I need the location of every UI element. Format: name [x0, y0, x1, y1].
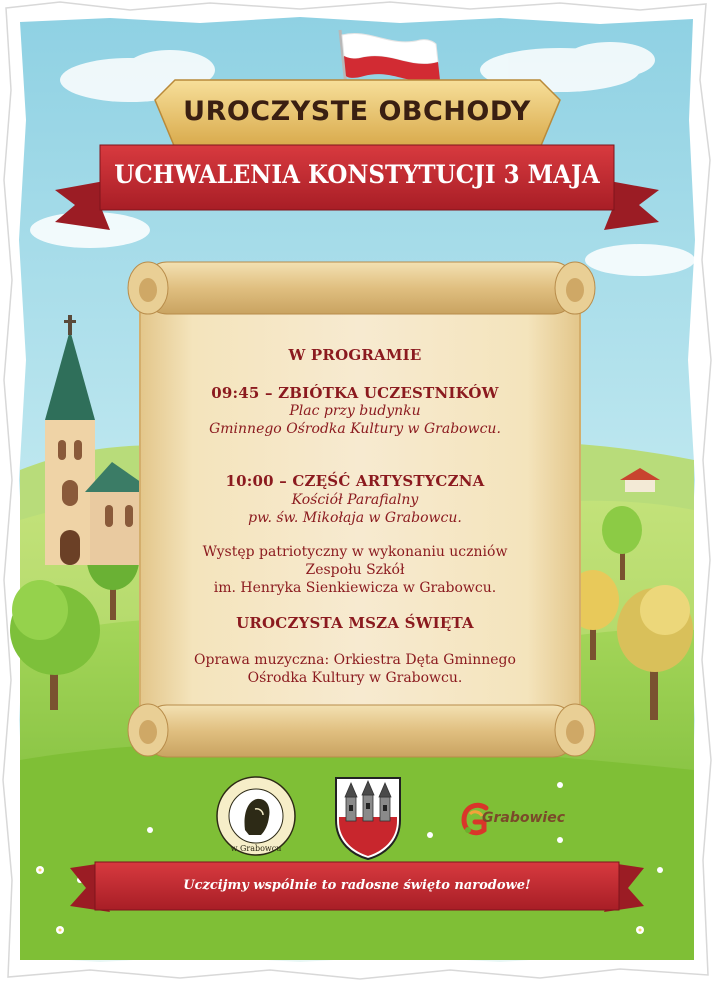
- gmina-logo-text: Grabowiec: [482, 810, 566, 826]
- coat-of-arms-icon: [333, 775, 403, 861]
- gmina-logo: [460, 800, 580, 840]
- school-logo-caption: w Grabowcu: [230, 844, 282, 853]
- program-mass-title: UROCZYSTA MSZA ŚWIĘTA: [236, 614, 474, 632]
- program-perf-line1: Występ patriotyczny w wykonaniu uczniów: [202, 544, 508, 560]
- program-item1-title: 09:45 – ZBIÓTKA UCZESTNIKÓW: [211, 384, 499, 402]
- program-music-line1: Oprawa muzyczna: Orkiestra Dęta Gminnego: [194, 652, 516, 668]
- program-item1-line1: Plac przy budynku: [289, 403, 421, 419]
- program-heading: W PROGRAMIE: [288, 346, 422, 364]
- main-title: UCHWALENIA KONSTYTUCJI 3 MAJA: [114, 160, 600, 189]
- program-perf-line3: im. Henryka Sienkiewicza w Grabowcu.: [213, 580, 497, 596]
- program-item2-line1: Kościół Parafialny: [291, 492, 419, 508]
- program-music-line2: Ośrodka Kultury w Grabowcu.: [247, 670, 463, 686]
- program-item1-line2: Gminnego Ośrodka Kultury w Grabowcu.: [209, 421, 501, 437]
- footer-slogan: Uczcijmy wspólnie to radosne święto narodowe!: [183, 878, 531, 893]
- coat-of-arms: [333, 775, 403, 861]
- program-item2-title: 10:00 – CZĘŚĆ ARTYSTYCZNA: [225, 472, 485, 490]
- school-logo-ring-text: [222, 790, 234, 792]
- program-item2-line2: pw. św. Mikołaja w Grabowcu.: [248, 510, 462, 526]
- program-perf-line2: Zespołu Szkół: [305, 562, 405, 578]
- top-title: UROCZYSTE OBCHODY: [183, 96, 531, 127]
